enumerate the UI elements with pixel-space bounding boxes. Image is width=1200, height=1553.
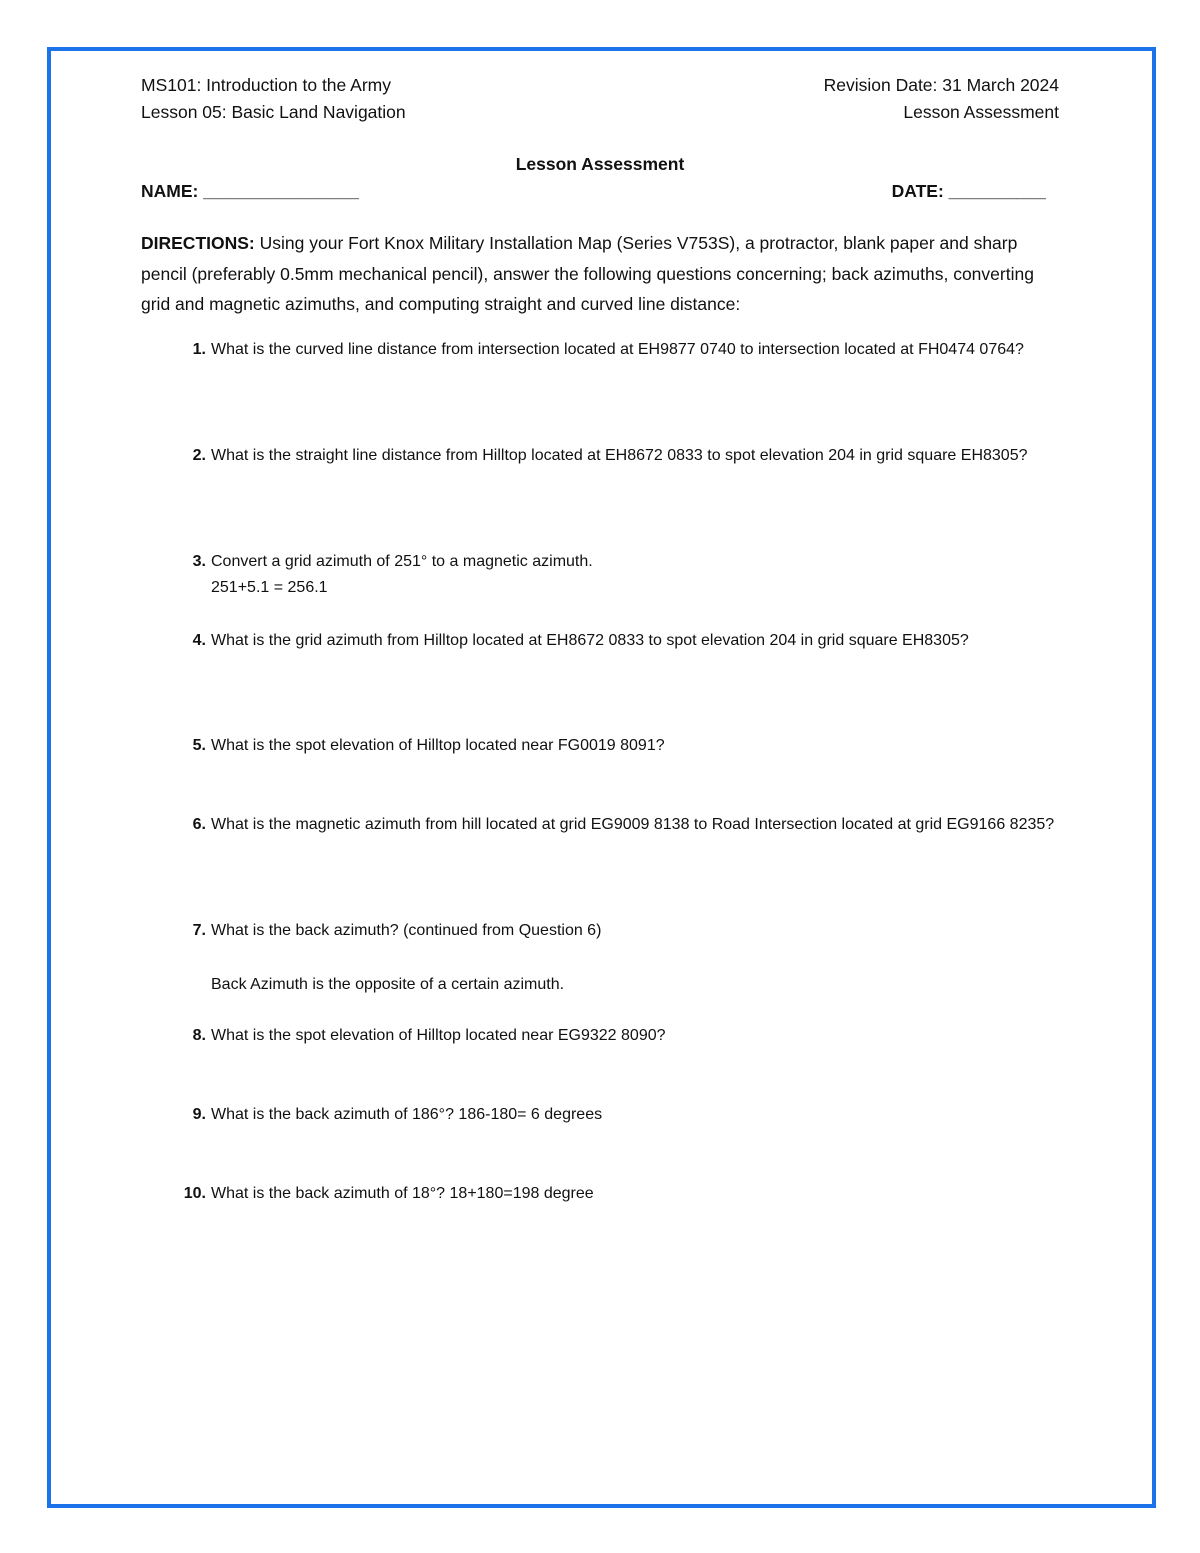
question-text: What is the back azimuth of 18°? 18+180=198 degree bbox=[211, 1185, 594, 1202]
date-field[interactable]: DATE: __________ bbox=[891, 181, 1046, 201]
question-2 bbox=[192, 443, 1051, 469]
question-number: 8. bbox=[192, 1027, 206, 1044]
header-right bbox=[824, 72, 1059, 126]
question-7 bbox=[192, 918, 1051, 998]
question-text: What is the straight line distance from Hilltop located at EH8672 0833 to spot elevation 204 in grid square EH8305? bbox=[211, 447, 1028, 464]
question-text: What is the back azimuth? (continued from Question 6) bbox=[211, 922, 602, 939]
question-number: 10. bbox=[183, 1185, 206, 1202]
document-type: Lesson Assessment bbox=[903, 102, 1059, 122]
question-text: What is the spot elevation of Hilltop located near EG9322 8090? bbox=[211, 1027, 666, 1044]
question-number: 2. bbox=[192, 447, 206, 464]
directions-text: Using your Fort Knox Military Installation Map (Series V753S), a protractor, blank paper and sharp pencil (preferably 0.5mm mechanical pencil), answer the following questions concerning; back azimuths, converting grid and magnetic azimuths, and computing straight and curved line distance: bbox=[141, 233, 1034, 314]
question-text: What is the magnetic azimuth from hill located at grid EG9009 8138 to Road Intersection located at grid EG9166 8235? bbox=[211, 816, 1055, 833]
question-text: What is the back azimuth of 186°? 186-180= 6 degrees bbox=[211, 1106, 603, 1123]
question-9 bbox=[192, 1102, 1051, 1128]
question-number: 3. bbox=[192, 553, 206, 570]
question-text: What is the curved line distance from intersection located at EH9877 0740 to intersection located at FH0474 0764? bbox=[211, 341, 1024, 358]
question-1 bbox=[192, 337, 1051, 363]
question-number: 4. bbox=[192, 632, 206, 649]
question-6 bbox=[192, 812, 1071, 838]
question-number: 6. bbox=[192, 816, 206, 833]
directions-label: DIRECTIONS: bbox=[141, 233, 255, 253]
question-10 bbox=[183, 1181, 1051, 1207]
lesson-title: Lesson 05: Basic Land Navigation bbox=[141, 102, 406, 122]
question-number: 1. bbox=[192, 341, 206, 358]
document-content bbox=[141, 72, 1059, 320]
header-left bbox=[141, 72, 406, 126]
name-field[interactable]: NAME: ________________ bbox=[141, 181, 359, 201]
directions bbox=[141, 228, 1059, 320]
document-header bbox=[141, 72, 1059, 126]
question-number: 5. bbox=[192, 737, 206, 754]
question-8 bbox=[192, 1023, 1051, 1049]
question-number: 9. bbox=[192, 1106, 206, 1123]
revision-date: Revision Date: 31 March 2024 bbox=[823, 75, 1059, 95]
question-text: Convert a grid azimuth of 251° to a magnetic azimuth. bbox=[211, 553, 593, 570]
question-text: What is the grid azimuth from Hilltop located at EH8672 0833 to spot elevation 204 in grid square EH8305? bbox=[211, 632, 969, 649]
question-text: What is the spot elevation of Hilltop located near FG0019 8091? bbox=[211, 737, 665, 754]
answer-text: Back Azimuth is the opposite of a certain azimuth. bbox=[211, 976, 565, 993]
page-title: Lesson Assessment bbox=[515, 154, 685, 174]
course-title: MS101: Introduction to the Army bbox=[141, 75, 391, 95]
question-4 bbox=[192, 628, 1031, 654]
answer-text: 251+5.1 = 256.1 bbox=[211, 579, 328, 596]
name-date-row bbox=[141, 178, 1046, 205]
question-number: 7. bbox=[192, 922, 206, 939]
question-5 bbox=[192, 733, 1051, 759]
question-3 bbox=[192, 549, 1051, 601]
